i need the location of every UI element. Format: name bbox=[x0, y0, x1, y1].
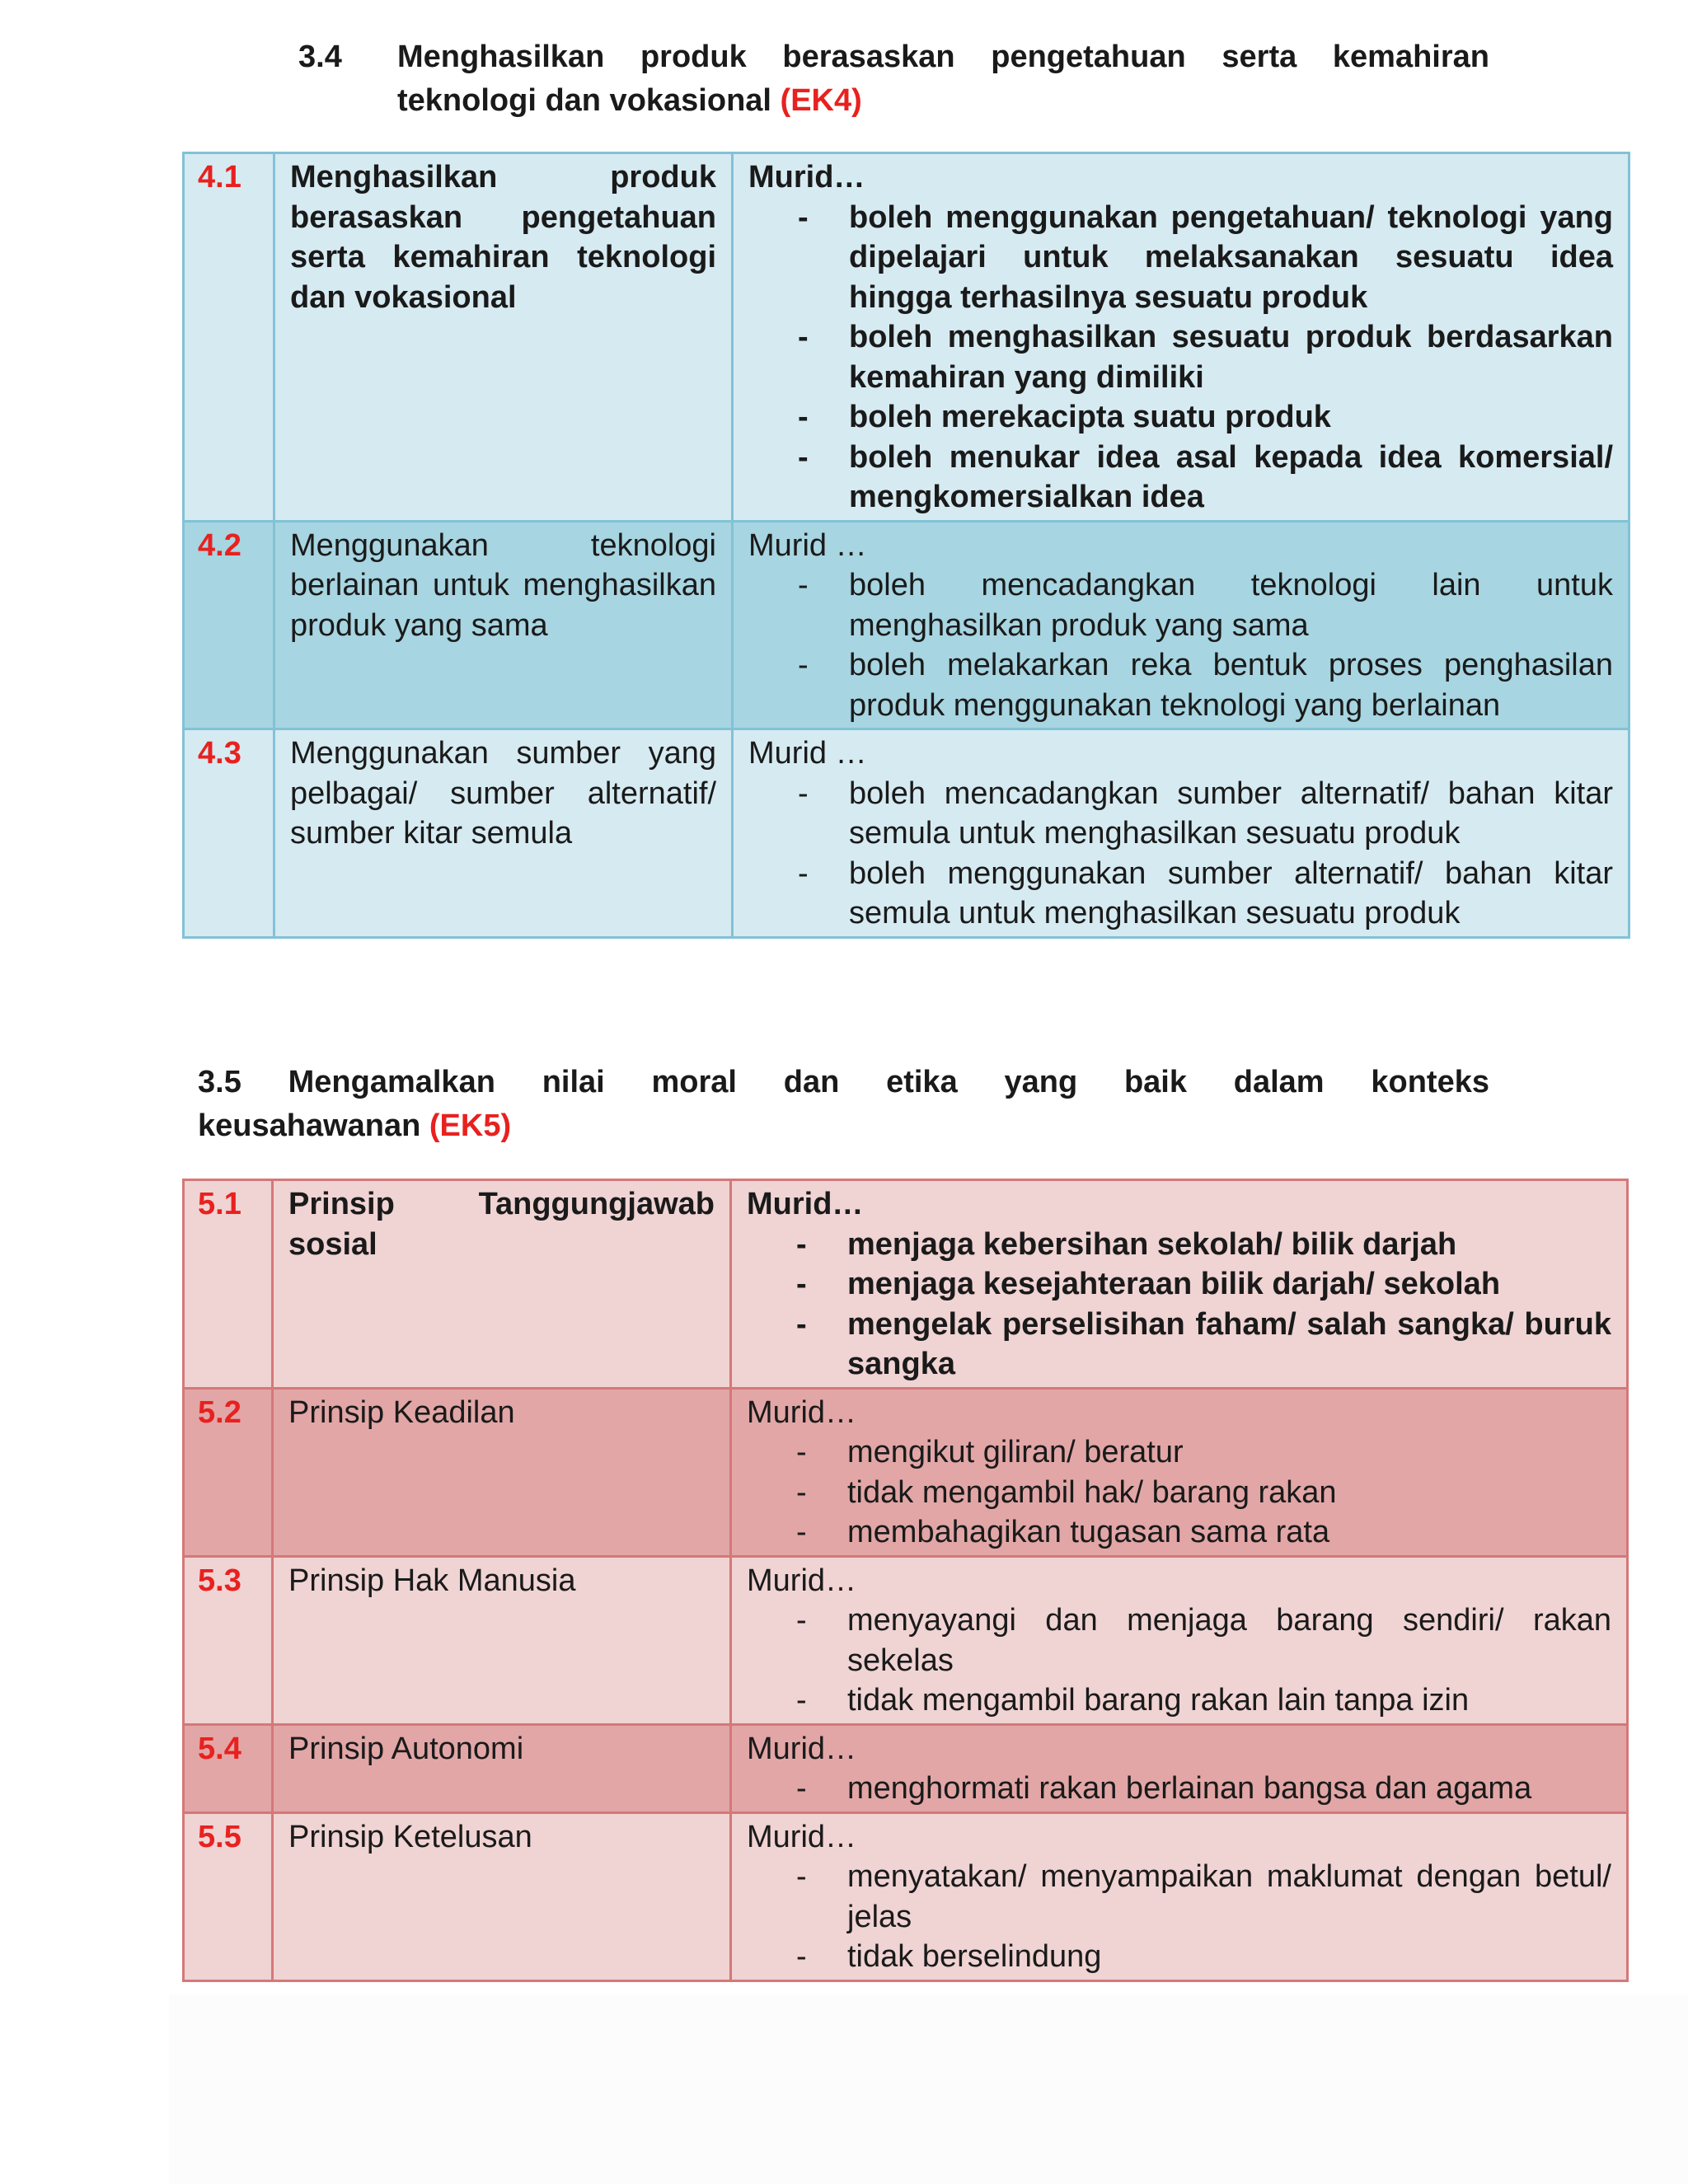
row-outcomes bbox=[733, 521, 1629, 729]
table-row bbox=[184, 1556, 1628, 1724]
outcome-item: - menjaga kesejahteraan bilik darjah/ sekolah bbox=[747, 1264, 1611, 1305]
row-outcomes bbox=[733, 729, 1629, 938]
section-title-text: teknologi dan vokasional bbox=[397, 83, 771, 118]
table-row bbox=[184, 729, 1629, 938]
outcome-item: - tidak mengambil hak/ barang rakan bbox=[747, 1473, 1611, 1513]
outcome-item: - tidak berselindung bbox=[747, 1937, 1611, 1977]
row-number: 5.5 bbox=[184, 1812, 273, 1980]
outcome-item: - mengelak perselisihan faham/ salah sangka/ buruk sangka bbox=[747, 1305, 1611, 1385]
outcome-lead: Murid… bbox=[748, 160, 865, 194]
outcome-lead: Murid… bbox=[747, 1563, 857, 1598]
ek5-table bbox=[182, 1179, 1629, 1982]
row-topic: Prinsip Keadilan bbox=[273, 1388, 731, 1556]
outcome-item: - boleh menggunakan pengetahuan/ teknologi yang dipelajari untuk melaksanakan sesuatu idea hingga terhasilnya sesuatu produk bbox=[748, 198, 1613, 318]
table-row bbox=[184, 521, 1629, 729]
section-heading-ek4 bbox=[298, 35, 1489, 123]
outcome-list bbox=[747, 1857, 1611, 1977]
outcome-list bbox=[747, 1601, 1611, 1721]
section-number: 3.4 bbox=[298, 40, 342, 74]
section-title-line2 bbox=[397, 79, 1489, 123]
row-topic: Menggunakan teknologi berlainan untuk menghasilkan produk yang sama bbox=[274, 521, 733, 729]
row-outcomes bbox=[731, 1724, 1628, 1812]
row-number: 5.2 bbox=[184, 1388, 273, 1556]
row-number: 4.1 bbox=[184, 153, 274, 522]
outcome-item: - membahagikan tugasan sama rata bbox=[747, 1512, 1611, 1553]
row-number: 4.2 bbox=[184, 521, 274, 729]
section-title-line2 bbox=[198, 1104, 1489, 1148]
outcome-item: - boleh mencadangkan teknologi lain untuk menghasilkan produk yang sama bbox=[748, 565, 1613, 645]
section-title-text: keusahawanan bbox=[198, 1108, 421, 1143]
outcome-list bbox=[747, 1769, 1611, 1809]
row-topic: Menghasilkan produk berasaskan pengetahuan serta kemahiran teknologi dan vokasional bbox=[274, 153, 733, 522]
outcome-list bbox=[748, 565, 1613, 725]
outcome-item: - menjaga kebersihan sekolah/ bilik darjah bbox=[747, 1225, 1611, 1265]
outcome-item: - boleh melakarkan reka bentuk proses penghasilan produk menggunakan teknologi yang berlainan bbox=[748, 645, 1613, 725]
section-title-line1 bbox=[198, 1061, 1489, 1104]
row-outcomes bbox=[733, 153, 1629, 522]
table-row bbox=[184, 1388, 1628, 1556]
row-number: 5.4 bbox=[184, 1724, 273, 1812]
row-outcomes bbox=[731, 1180, 1628, 1389]
row-number: 5.1 bbox=[184, 1180, 273, 1389]
row-topic: Prinsip Tanggungjawab sosial bbox=[273, 1180, 731, 1389]
outcome-lead: Murid … bbox=[748, 527, 867, 563]
row-topic: Prinsip Hak Manusia bbox=[273, 1556, 731, 1724]
outcome-list bbox=[747, 1225, 1611, 1385]
section-tag: (EK5) bbox=[429, 1108, 512, 1143]
section-number: 3.5 bbox=[198, 1065, 241, 1099]
section-tag: (EK4) bbox=[780, 83, 862, 118]
row-outcomes bbox=[731, 1812, 1628, 1980]
outcome-item: - boleh menukar idea asal kepada idea komersial/ mengkomersialkan idea bbox=[748, 438, 1613, 518]
outcome-item: - menyayangi dan menjaga barang sendiri/ rakan sekelas bbox=[747, 1601, 1611, 1680]
row-outcomes bbox=[731, 1388, 1628, 1556]
outcome-lead: Murid… bbox=[747, 1731, 857, 1766]
outcome-list bbox=[748, 774, 1613, 934]
outcome-item: - boleh mencadangkan sumber alternatif/ bahan kitar semula untuk menghasilkan sesuatu produk bbox=[748, 774, 1613, 854]
row-outcomes bbox=[731, 1556, 1628, 1724]
outcome-list bbox=[748, 198, 1613, 518]
outcome-lead: Murid … bbox=[748, 736, 867, 771]
outcome-lead: Murid… bbox=[747, 1394, 857, 1430]
outcome-item: - boleh menggunakan sumber alternatif/ bahan kitar semula untuk menghasilkan sesuatu produk bbox=[748, 854, 1613, 934]
table-row bbox=[184, 153, 1629, 522]
section-title-line1: Menghasilkan produk berasaskan pengetahuan serta kemahiran bbox=[397, 40, 1489, 74]
outcome-item: - mengikut giliran/ beratur bbox=[747, 1432, 1611, 1473]
page-background-bottom bbox=[169, 1994, 1688, 2184]
table-row bbox=[184, 1724, 1628, 1812]
outcome-item: - boleh merekacipta suatu produk bbox=[748, 397, 1613, 438]
outcome-item: - boleh menghasilkan sesuatu produk berdasarkan kemahiran yang dimiliki bbox=[748, 317, 1613, 397]
row-topic: Menggunakan sumber yang pelbagai/ sumber alternatif/ sumber kitar semula bbox=[274, 729, 733, 938]
row-topic: Prinsip Autonomi bbox=[273, 1724, 731, 1812]
row-number: 5.3 bbox=[184, 1556, 273, 1724]
ek4-table bbox=[182, 152, 1630, 939]
outcome-list bbox=[747, 1432, 1611, 1553]
section-title-text: Mengamalkan nilai moral dan etika yang baik dalam konteks bbox=[288, 1065, 1489, 1099]
outcome-item: - tidak mengambil barang rakan lain tanpa izin bbox=[747, 1680, 1611, 1721]
table-row bbox=[184, 1812, 1628, 1980]
outcome-lead: Murid… bbox=[747, 1819, 857, 1854]
row-topic: Prinsip Ketelusan bbox=[273, 1812, 731, 1980]
outcome-item: - menghormati rakan berlainan bangsa dan agama bbox=[747, 1769, 1611, 1809]
outcome-item: - menyatakan/ menyampaikan maklumat dengan betul/ jelas bbox=[747, 1857, 1611, 1937]
table-row bbox=[184, 1180, 1628, 1389]
section-heading-ek5 bbox=[198, 1061, 1489, 1148]
row-number: 4.3 bbox=[184, 729, 274, 938]
outcome-lead: Murid… bbox=[747, 1187, 864, 1221]
